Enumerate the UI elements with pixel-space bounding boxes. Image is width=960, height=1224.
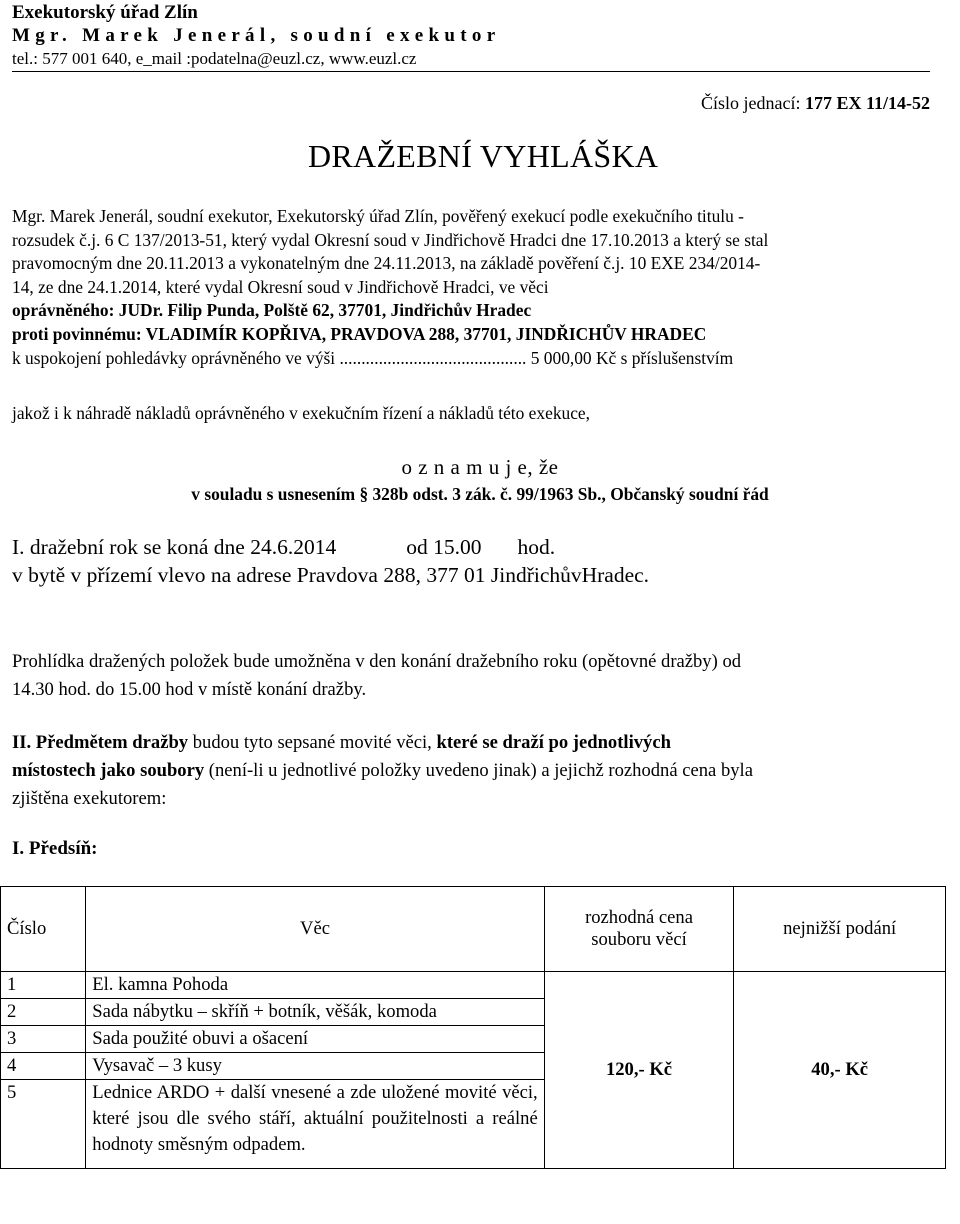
auction-date-line: [12, 535, 555, 560]
document-title: DRAŽEBNÍ VYHLÁŠKA: [308, 138, 659, 174]
intro-paragraph: [12, 205, 952, 370]
row-item: Lednice ARDO + další vnesené a zde uložené movité věci, které jsou dle svého stáří, aktuální použitelnosti a reálné hodnoty směsným odpadem.: [86, 1080, 544, 1169]
costs-line: jakož i k náhradě nákladů oprávněného v exekučním řízení a nákladů této exekuce,: [12, 403, 590, 423]
auction-place: v bytě v přízemí vlevo na adrese Pravdova 288, 377 01 JindřichůvHradec.: [12, 563, 650, 587]
header-price-b: souboru věcí: [591, 929, 687, 950]
executor-name: Mgr. Marek Jenerál, soudní exekutor: [12, 25, 501, 46]
inspection-paragraph: [12, 648, 934, 704]
row-item: Vysavač – 3 kusy: [86, 1053, 544, 1080]
announcement: o z n a m u j e, že: [401, 455, 559, 479]
intro-line-2: rozsudek č.j. 6 C 137/2013-51, který vydal Okresní soud v Jindřichově Hradci dne 17.10.2013 a který se stal: [12, 229, 769, 250]
intro-line-4: 14, ze dne 24.1.2014, které vydal Okresní soud v Jindřichově Hradci, ve věci: [12, 276, 549, 297]
auction-hod: hod.: [517, 535, 556, 559]
debtor-line: [12, 323, 952, 347]
price-cell: 120,- Kč: [544, 972, 734, 1169]
debtor: proti povinnému: VLADIMÍR KOPŘIVA, PRAVDOVA 288, 37701, JINDŘICHŮV HRADEC: [12, 323, 707, 344]
auction-time: od 15.00: [406, 535, 482, 559]
row-number: 3: [1, 1026, 86, 1053]
subject-line-3: zjištěna exekutorem:: [12, 788, 167, 809]
table-header-row: [1, 887, 946, 972]
header-price-a: rozhodná cena: [585, 907, 693, 928]
table-row: [1, 972, 946, 999]
office-name: Exekutorský úřad Zlín: [12, 2, 198, 23]
row-number: 2: [1, 999, 86, 1026]
subject-line-2: [12, 757, 934, 785]
row-item: El. kamna Pohoda: [86, 972, 544, 999]
intro-line-1: Mgr. Marek Jenerál, soudní exekutor, Exekutorský úřad Zlín, pověřený exekucí podle exekučního titulu -: [12, 206, 744, 226]
intro-line-3: pravomocným dne 20.11.2013 a vykonatelným dne 24.11.2013, na základě pověření č.j. 10 EXE 234/2014-: [12, 253, 761, 274]
subject-bold-3: místostech jako soubory: [12, 760, 205, 781]
contact-line: tel.: 577 001 640, e_mail :podatelna@euzl.cz, www.euzl.cz: [12, 49, 417, 68]
subject-line-1: [12, 729, 934, 757]
row-item: Sada použité obuvi a ošacení: [86, 1026, 544, 1053]
subject-bold-1: Předmětem dražby: [35, 732, 189, 753]
header-price: [544, 887, 734, 972]
row-number: 1: [1, 972, 86, 999]
subject-text-1: budou tyto sepsané movité věci,: [188, 732, 437, 753]
claim-line: k uspokojení pohledávky oprávněného ve výši ........................................... 5 000,00 Kč s příslušenstvím: [12, 347, 734, 368]
reference-label: Číslo jednací:: [701, 93, 801, 113]
inspection-line-2: 14.30 hod. do 15.00 hod v místě konání dražby.: [12, 679, 367, 700]
reference-number: [701, 93, 930, 114]
subject-paragraph: [12, 729, 934, 813]
legal-basis: v souladu s usnesením § 328b odst. 3 zák. č. 99/1963 Sb., Občanský soudní řád: [191, 484, 769, 504]
row-number: 5: [1, 1080, 86, 1169]
subject-bold-2: které se draží po jednotlivých: [436, 732, 671, 753]
creditor-line: [12, 299, 952, 323]
header-number: Číslo: [1, 887, 86, 972]
min-bid-cell: 40,- Kč: [734, 972, 946, 1169]
inspection-line-1: Prohlídka dražených položek bude umožněna v den konání dražebního roku (opětovné dražby) od: [12, 651, 742, 672]
reference-value: 177 EX 11/14-52: [804, 93, 930, 113]
creditor: oprávněného: JUDr. Filip Punda, Polště 62, 37701, Jindřichův Hradec: [12, 300, 532, 321]
row-item: Sada nábytku – skříň + botník, věšák, komoda: [86, 999, 544, 1026]
subject-text-2: (není-li u jednotlivé položky uvedeno jinak) a jejichž rozhodná cena byla: [204, 760, 753, 781]
header-item: Věc: [86, 887, 544, 972]
auction-date: I. dražební rok se koná dne 24.6.2014: [12, 535, 337, 559]
row-number: 4: [1, 1053, 86, 1080]
subject-roman: II.: [12, 732, 32, 753]
section-heading: I. Předsíň:: [12, 838, 98, 859]
items-table: [0, 886, 946, 1169]
header-min-bid: nejnižší podání: [734, 887, 946, 972]
header-divider: [12, 71, 930, 72]
